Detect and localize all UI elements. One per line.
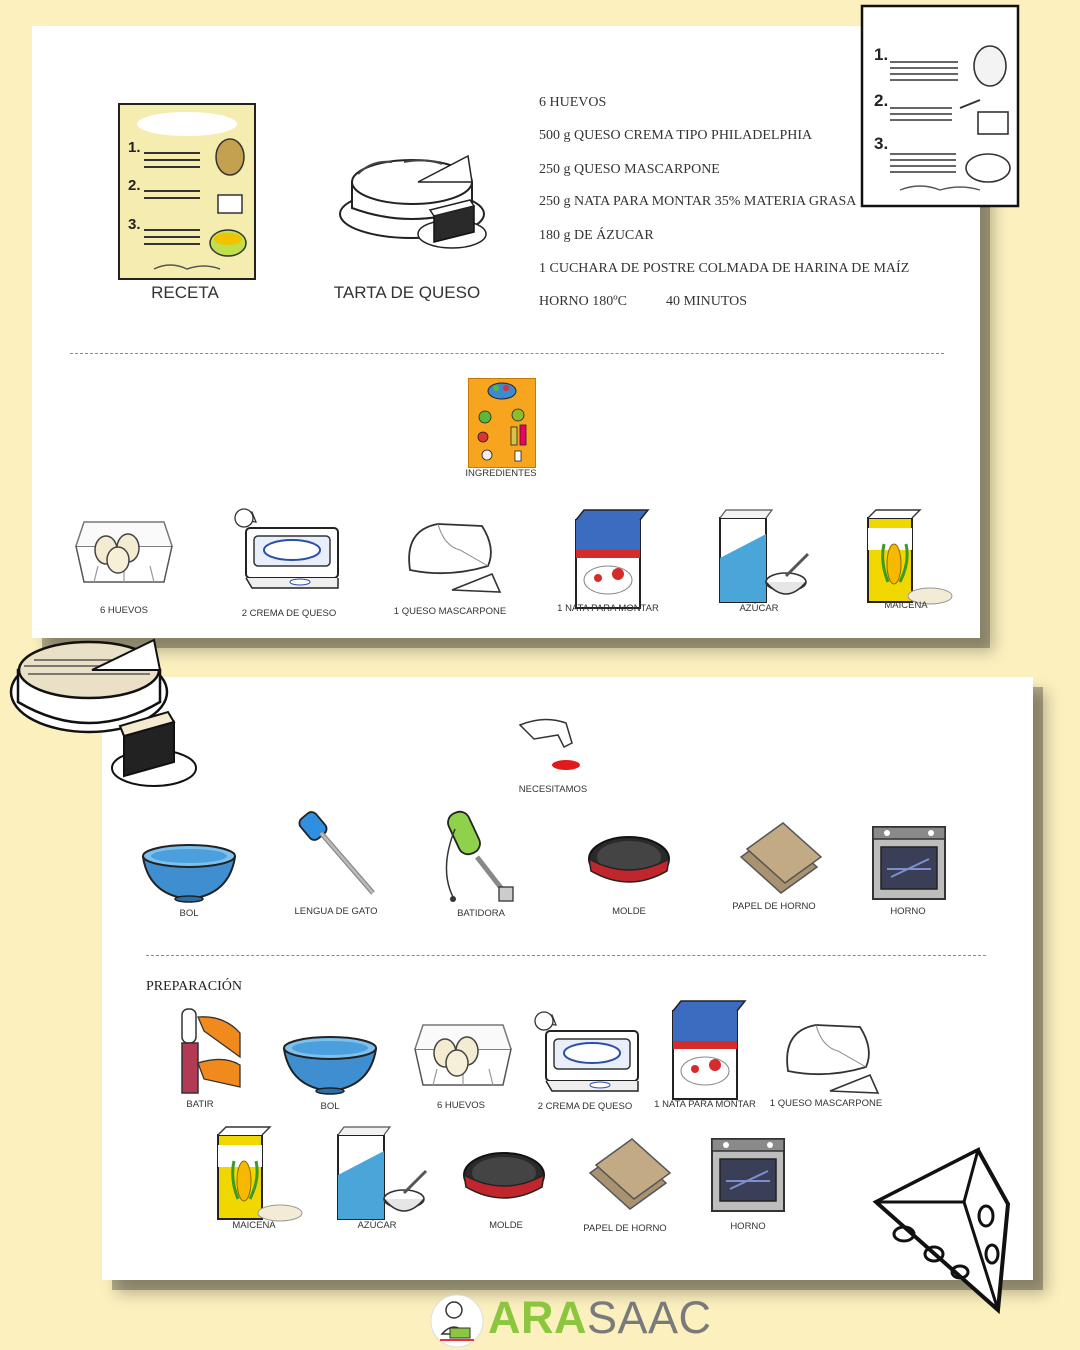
step-label: MOLDE xyxy=(489,1220,523,1231)
beat-icon xyxy=(164,1003,244,1103)
list-number: 1. xyxy=(874,45,889,64)
oven-icon xyxy=(864,817,954,907)
oven-time: 40 MINUTOS xyxy=(666,294,748,309)
ingredient-label: 1 NATA PARA MONTAR xyxy=(557,603,659,614)
cornstarch-icon xyxy=(208,1125,308,1225)
sugar-icon xyxy=(704,504,814,614)
tool-label: PAPEL DE HORNO xyxy=(732,901,816,912)
step-label: AZÚCAR xyxy=(357,1220,397,1231)
decorative-cheese-icon xyxy=(870,1144,1020,1314)
list-number: 2. xyxy=(874,91,889,110)
cornstarch-icon xyxy=(852,504,962,614)
logo-text-part2: SAAC xyxy=(587,1292,712,1343)
ingredient-line: 250 g NATA PARA MONTAR 35% MATERIA GRASA xyxy=(539,194,857,209)
step-label: 1 QUESO MASCARPONE xyxy=(769,1098,883,1109)
step-label: MAICENA xyxy=(232,1220,276,1231)
hand-blender-icon xyxy=(428,809,538,909)
preparation-heading: PREPARACIÓN xyxy=(146,979,242,994)
mascarpone-icon xyxy=(774,1009,884,1099)
step-label: 6 HUEVOS xyxy=(436,1100,486,1111)
ingredient-label: 2 CREMA DE QUESO xyxy=(241,608,337,619)
step-label: BATIR xyxy=(186,1099,214,1110)
whipping-cream-icon xyxy=(558,506,658,616)
cream-cheese-icon xyxy=(230,502,350,602)
logo-text-part1: ARA xyxy=(488,1292,587,1343)
ingredient-label: 1 QUESO MASCARPONE xyxy=(393,606,507,617)
recipe-card-icon xyxy=(118,103,256,280)
section-divider xyxy=(70,353,944,354)
list-number: 3. xyxy=(128,216,141,233)
tool-label: HORNO xyxy=(890,906,926,917)
arasaac-logo-icon xyxy=(430,1294,484,1348)
section-divider xyxy=(146,955,986,956)
ingredient-line: 250 g QUESO MASCARPONE xyxy=(539,162,720,177)
sugar-icon xyxy=(328,1125,428,1225)
oven-temp: HORNO 180ºC xyxy=(539,294,627,309)
ingredient-line: 1 CUCHARA DE POSTRE COLMADA DE HARINA DE MAÍZ xyxy=(539,261,910,276)
recipe-label: RECETA xyxy=(151,283,219,302)
need-icon xyxy=(514,713,594,783)
step-label: 2 CREMA DE QUESO xyxy=(537,1101,633,1112)
list-number: 3. xyxy=(874,134,889,153)
eggs-icon xyxy=(408,1015,518,1095)
ingredients-icon xyxy=(468,378,536,468)
tool-label: MOLDE xyxy=(612,906,646,917)
bowl-icon xyxy=(134,817,244,907)
ingredients-heading: INGREDIENTES xyxy=(465,468,537,479)
tool-label: BOL xyxy=(179,908,199,919)
ingredient-label: MAICENA xyxy=(884,600,928,611)
dish-title: TARTA DE QUESO xyxy=(333,283,481,302)
ingredient-line: 180 g DE ÁZUCAR xyxy=(539,228,654,243)
arasaac-logo-text xyxy=(488,1292,712,1344)
baking-paper-icon xyxy=(722,815,832,905)
cream-cheese-icon xyxy=(534,1011,644,1101)
step-label: HORNO xyxy=(730,1221,766,1232)
step-label: 1 NATA PARA MONTAR xyxy=(654,1099,756,1110)
tools-heading: NECESITAMOS xyxy=(518,784,588,795)
mascarpone-icon xyxy=(392,502,512,602)
ingredient-line: 6 HUEVOS xyxy=(539,95,607,110)
ingredient-line: 500 g QUESO CREMA TIPO PHILADELPHIA xyxy=(539,128,813,143)
cake-mold-icon xyxy=(574,821,684,901)
ingredient-label: AZÚCAR xyxy=(739,603,779,614)
tool-label: BATIDORA xyxy=(457,908,505,919)
list-number: 1. xyxy=(128,139,141,156)
eggs-icon xyxy=(64,508,184,598)
baking-paper-icon xyxy=(576,1135,676,1215)
spatula-icon xyxy=(282,809,392,909)
cheesecake-icon xyxy=(322,126,502,266)
bowl-icon xyxy=(280,1017,380,1097)
whipping-cream-icon xyxy=(660,1001,750,1101)
decorative-cheesecake-icon xyxy=(4,626,204,796)
cake-mold-icon xyxy=(454,1143,554,1213)
list-number: 2. xyxy=(128,177,141,194)
tool-label: LENGUA DE GATO xyxy=(294,906,378,917)
step-label: PAPEL DE HORNO xyxy=(583,1223,667,1234)
recipe-sheet xyxy=(32,26,980,638)
oven-icon xyxy=(704,1131,794,1221)
ingredient-label: 6 HUEVOS xyxy=(99,605,149,616)
step-label: BOL xyxy=(320,1101,340,1112)
